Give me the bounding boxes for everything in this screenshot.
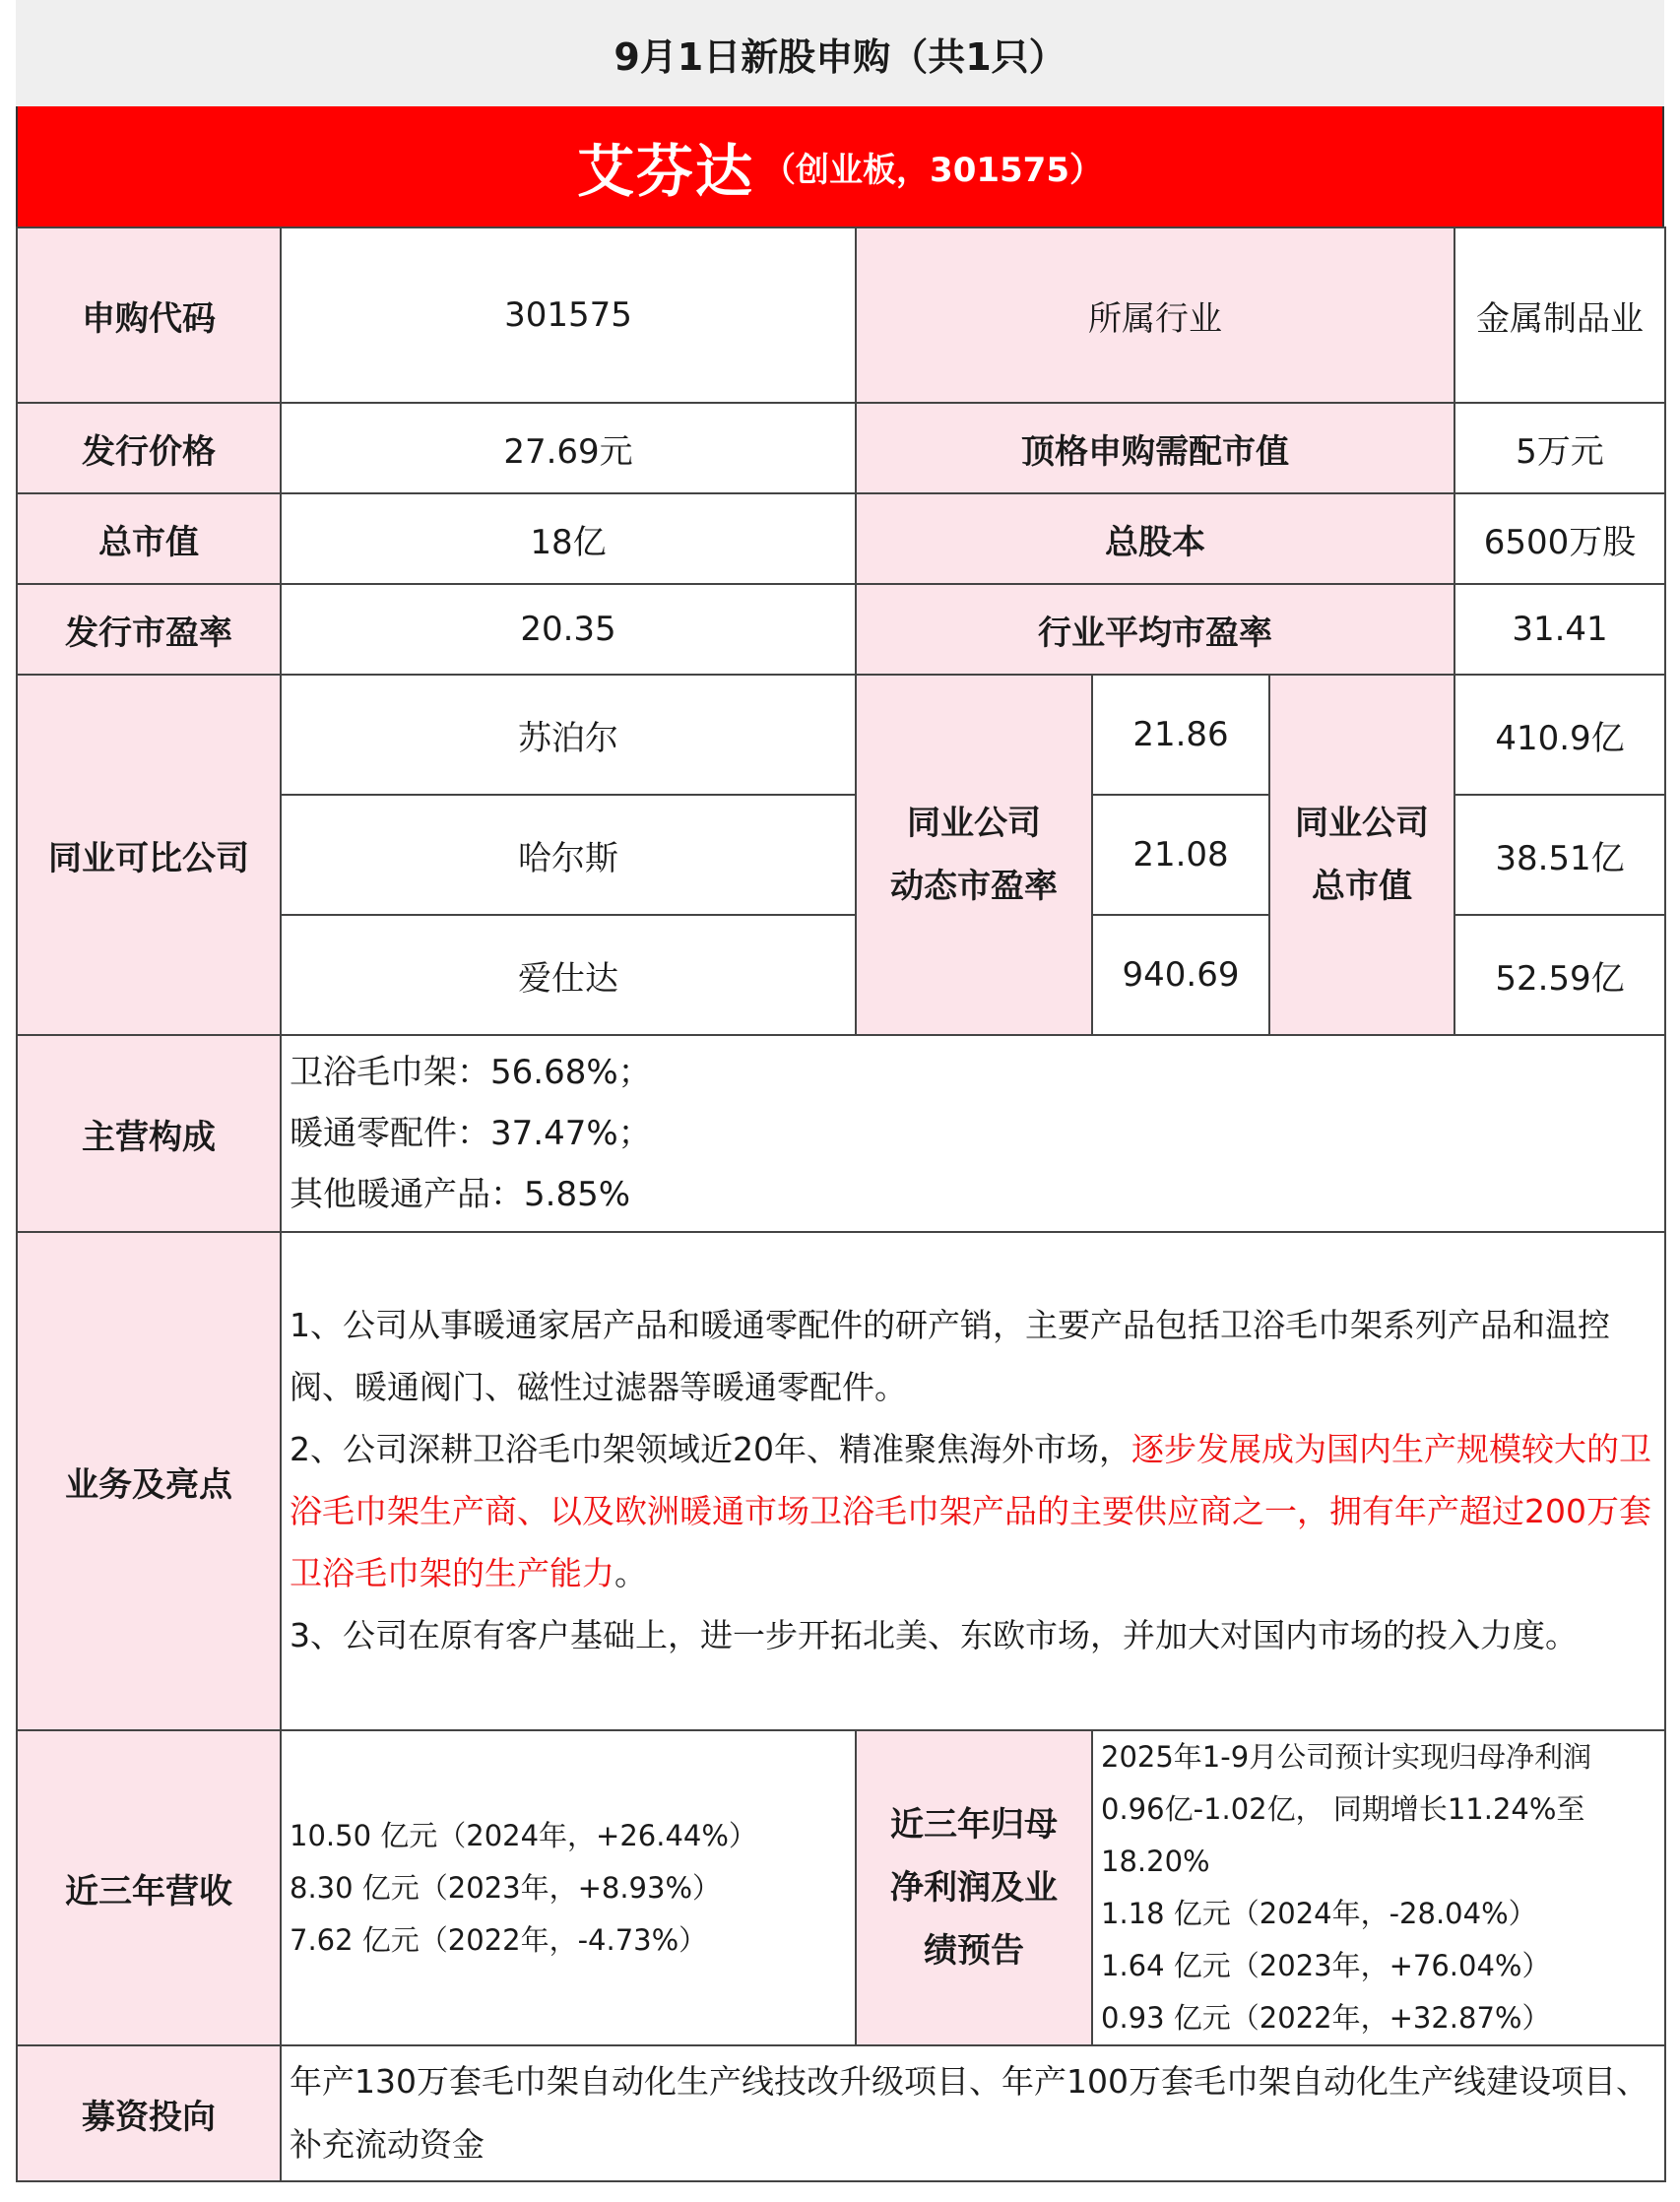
profit-lines — [1092, 1730, 1665, 2045]
revenue-line: 10.50 亿元（2024年，+26.44%） — [290, 1818, 757, 1852]
table-row — [17, 2045, 1665, 2181]
table-row — [17, 1730, 1665, 2045]
peer-pe-value: 21.08 — [1092, 795, 1269, 915]
ipo-table — [16, 227, 1666, 2182]
table-row — [17, 493, 1665, 584]
peer-pe-value: 940.69 — [1092, 915, 1269, 1035]
peer-pe-label: 同业公司 动态市盈率 — [856, 675, 1092, 1035]
peer-pe-value: 21.86 — [1092, 675, 1269, 795]
price-label: 发行价格 — [17, 403, 281, 493]
profit-line: 2025年1-9月公司预计实现归母净利润 — [1101, 1740, 1592, 1774]
stock-banner — [16, 106, 1664, 227]
profit-line: 18.20% — [1101, 1845, 1210, 1878]
market-cap-value: 18亿 — [281, 493, 856, 584]
stock-name: 艾芬达 — [577, 138, 755, 205]
funds-label: 募资投向 — [17, 2045, 281, 2181]
profit-line: 1.18 亿元（2024年，-28.04%） — [1101, 1897, 1537, 1930]
business-point-1: 1、公司从事暖通家居产品和暖通零配件的研产销，主要产品包括卫浴毛巾架系列产品和温控阀、暖通阀门、磁性过滤器等暖通零配件。 — [290, 1306, 1610, 1406]
table-row — [17, 675, 1665, 795]
total-shares-label: 总股本 — [856, 493, 1454, 584]
peer-name: 哈尔斯 — [281, 795, 856, 915]
industry-value: 金属制品业 — [1454, 227, 1665, 403]
market-cap-label: 总市值 — [17, 493, 281, 584]
table-row — [17, 403, 1665, 493]
peers-label: 同业可比公司 — [17, 675, 281, 1035]
peer-cap-value: 38.51亿 — [1454, 795, 1665, 915]
composition-label: 主营构成 — [17, 1035, 281, 1232]
peer-cap-value: 410.9亿 — [1454, 675, 1665, 795]
page-title: 9月1日新股申购（共1只） — [16, 0, 1664, 106]
code-value: 301575 — [281, 227, 856, 403]
table-row — [17, 584, 1665, 675]
table-row — [17, 1232, 1665, 1730]
business-point-2: 2、公司深耕卫浴毛巾架领域近20年、精准聚焦海外市场，逐步发展成为国内生产规模较大的卫浴毛巾架生产商、以及欧洲暖通市场卫浴毛巾架产品的主要供应商之一，拥有年产超过200万套卫浴毛巾架的生产能力。 — [290, 1430, 1651, 1592]
business-label: 业务及亮点 — [17, 1232, 281, 1730]
composition-line: 其他暖通产品：5.85% — [290, 1175, 631, 1214]
table-row — [17, 227, 1665, 403]
industry-pe-value: 31.41 — [1454, 584, 1665, 675]
profit-label: 近三年归母 净利润及业 绩预告 — [856, 1730, 1092, 2045]
profit-line: 0.96亿-1.02亿， 同期增长11.24%至 — [1101, 1792, 1585, 1826]
funds-text: 年产130万套毛巾架自动化生产线技改升级项目、年产100万套毛巾架自动化生产线建设项目、补充流动资金 — [281, 2045, 1665, 2181]
issue-pe-label: 发行市盈率 — [17, 584, 281, 675]
stock-board-code: （创业板，301575） — [762, 150, 1103, 190]
peer-name: 苏泊尔 — [281, 675, 856, 795]
ipo-sheet — [16, 0, 1664, 2182]
composition-lines — [281, 1035, 1665, 1232]
profit-line: 0.93 亿元（2022年，+32.87%） — [1101, 2001, 1551, 2035]
min-holding-value: 5万元 — [1454, 403, 1665, 493]
revenue-label: 近三年营收 — [17, 1730, 281, 2045]
code-label: 申购代码 — [17, 227, 281, 403]
composition-line: 暖通零配件：37.47%； — [290, 1114, 652, 1153]
peer-cap-label: 同业公司 总市值 — [1269, 675, 1454, 1035]
profit-line: 1.64 亿元（2023年，+76.04%） — [1101, 1949, 1551, 1982]
revenue-line: 8.30 亿元（2023年，+8.93%） — [290, 1870, 722, 1905]
industry-pe-label: 行业平均市盈率 — [856, 584, 1454, 675]
revenue-lines — [281, 1730, 856, 2045]
price-value: 27.69元 — [281, 403, 856, 493]
industry-label: 所属行业 — [856, 227, 1454, 403]
table-row — [17, 1035, 1665, 1232]
composition-line: 卫浴毛巾架：56.68%； — [290, 1053, 652, 1092]
revenue-line: 7.62 亿元（2022年，-4.73%） — [290, 1922, 708, 1957]
issue-pe-value: 20.35 — [281, 584, 856, 675]
business-point-3: 3、公司在原有客户基础上，进一步开拓北美、东欧市场，并加大对国内市场的投入力度。 — [290, 1616, 1578, 1654]
peer-name: 爱仕达 — [281, 915, 856, 1035]
total-shares-value: 6500万股 — [1454, 493, 1665, 584]
peer-cap-value: 52.59亿 — [1454, 915, 1665, 1035]
min-holding-label: 顶格申购需配市值 — [856, 403, 1454, 493]
business-text — [281, 1232, 1665, 1730]
business-highlight: 逐步发展成为国内生产规模较大的卫浴毛巾架生产商、以及欧洲暖通市场卫浴毛巾架产品的主要供应商之一，拥有年产超过200万套卫浴毛巾架的生产能力 — [290, 1430, 1651, 1592]
